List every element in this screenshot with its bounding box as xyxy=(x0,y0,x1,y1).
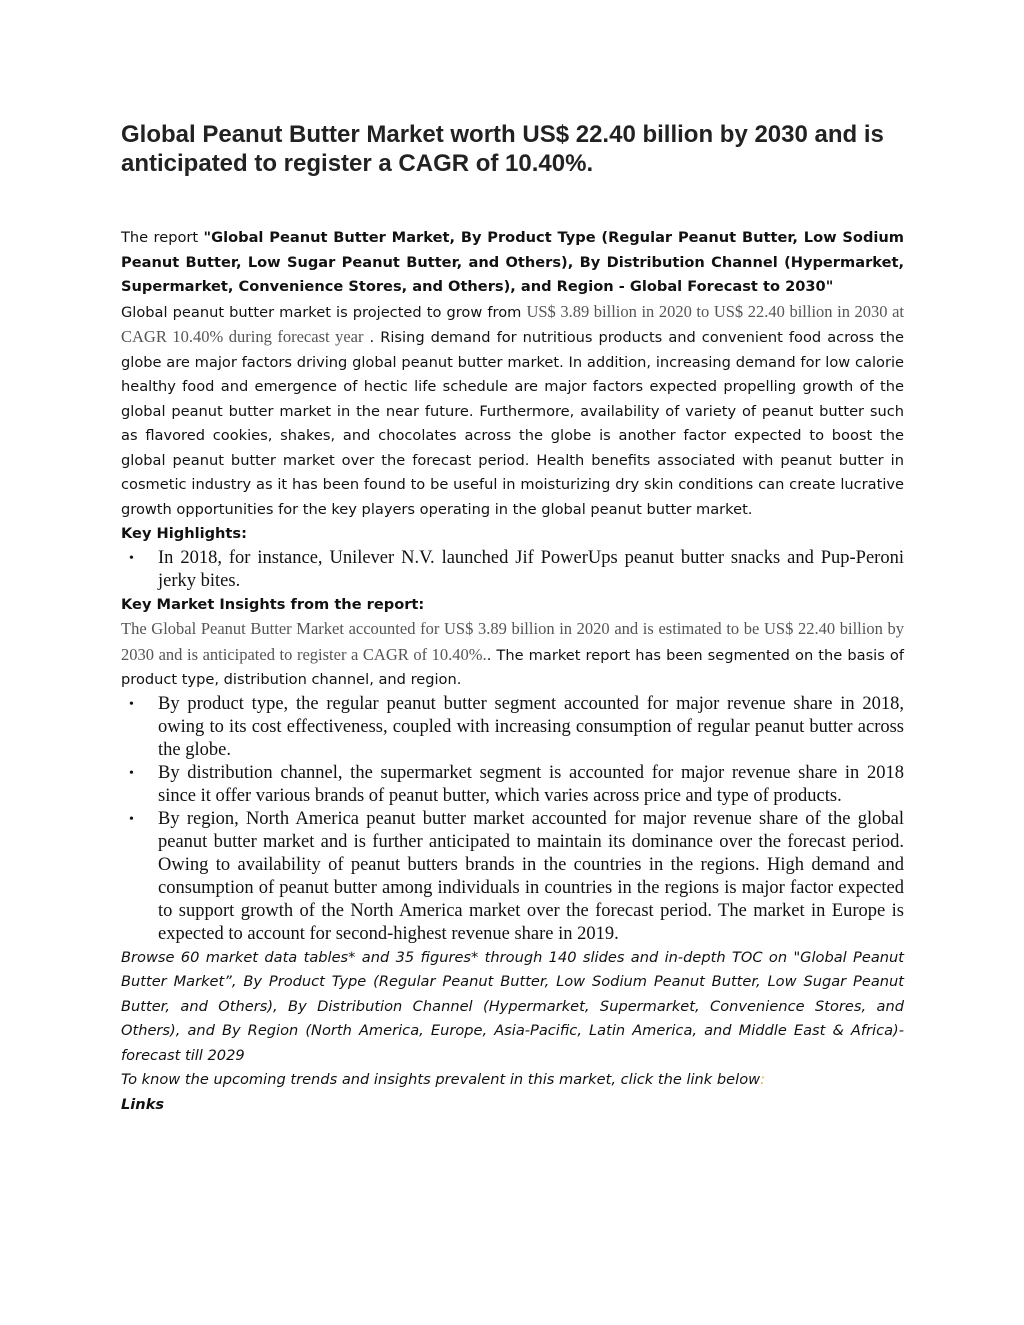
bullet-icon: • xyxy=(129,696,134,712)
report-intro xyxy=(121,226,904,300)
key-insights-paragraph xyxy=(121,617,904,693)
trends-text: To know the upcoming trends and insights prevalent in this market, click the link below xyxy=(121,1071,761,1088)
links-label[interactable]: Links xyxy=(121,1095,165,1113)
list-item: • In 2018, for instance, Unilever N.V. launched Jif PowerUps peanut butter snacks and Pup-Peroni jerky bites. xyxy=(129,547,904,591)
report-title: "Global Peanut Butter Market, By Product Type (Regular Peanut Butter, Low Sodium Peanut Butter, Low Sugar Peanut Butter, and Others), By Distribution Channel (Hypermarket, Supermarket, Convenience Stores, and Others), and Region - Global Forecast to 2030" xyxy=(121,229,905,295)
document-body xyxy=(121,226,904,1117)
market-overview-paragraph xyxy=(121,300,904,523)
insights-highlight: The Global Peanut Butter Market accounted for US$ 3.89 billion in 2020 and is estimated to be US$ 22.40 billion by 2030 and is anticipated to register a CAGR of 10.40%. xyxy=(121,619,904,664)
key-highlights-heading: Key Highlights: xyxy=(121,525,247,542)
list-item: • By region, North America peanut butter market accounted for major revenue share of the global peanut butter market and is further anticipated to maintain its dominance over the forecast period. Owing to availability of peanut butters brands in the countries in the regions. High demand and consumption of peanut butter among individuals in countries in the regions is major factor expected to support growth of the North America market over the forecast period. The market in Europe is expected to account for second-highest revenue share in 2019. xyxy=(129,808,904,944)
list-item: • By product type, the regular peanut butter segment accounted for major revenue share in 2018, owing to its cost effectiveness, coupled with increasing consumption of regular peanut butter across the globe. xyxy=(129,693,904,760)
trends-colon: : xyxy=(760,1071,765,1088)
bullet-icon: • xyxy=(129,811,134,827)
overview-highlight: US$ 3.89 billion in 2020 to US$ 22.40 billion in 2030 at CAGR 10.40% during forecast year xyxy=(121,301,904,346)
overview-text-2: . Rising demand for nutritious products and convenient food across the globe are major factors driving global peanut butter market. In addition, increasing demand for low calorie healthy food and emergence of hectic life schedule are major factors expected propelling growth of the global peanut butter market in the near future. Furthermore, availability of variety of peanut butter such as flavored cookies, shakes, and chocolates across the globe is another factor expected to boost the global peanut butter market over the forecast period. Health benefits associated with peanut butter in cosmetic industry as it has been found to be useful in moisturizing dry skin conditions can create lucrative growth opportunities for the key players operating in the global peanut butter market. xyxy=(121,329,904,518)
overview-text-1: Global peanut butter market is projected to grow from xyxy=(121,303,527,321)
list-item: • By distribution channel, the supermarket segment is accounted for major revenue share in 2018 since it offer various brands of peanut butter, which varies across price and type of products. xyxy=(129,762,904,806)
insights-text: . The market report has been segmented on the basis of product type, distribution channel, and region. xyxy=(121,646,904,688)
key-highlights-list xyxy=(121,547,904,593)
page-title: Global Peanut Butter Market worth US$ 22.40 billion by 2030 and is anticipated to register a CAGR of 10.40%. xyxy=(121,121,884,177)
intro-lead: The report xyxy=(121,229,204,246)
bullet-icon: • xyxy=(129,550,134,566)
key-insights-list xyxy=(121,693,904,946)
key-insights-heading: Key Market Insights from the report: xyxy=(121,595,425,613)
browse-paragraph: Browse 60 market data tables* and 35 figures* through 140 slides and in-depth TOC on "Global Peanut Butter Market”, By Product Type (Regular Peanut Butter, Low Sodium Peanut Butter, Low Sugar Peanut Butter, and Others), By Distribution Channel (Hypermarket, Supermarket, Convenience Stores, and Others), and By Region (North America, Europe, Asia-Pacific, Latin America, and Middle East & Africa)- forecast till 2029 xyxy=(121,948,904,1064)
trends-paragraph xyxy=(121,1068,904,1093)
bullet-icon: • xyxy=(129,765,134,781)
